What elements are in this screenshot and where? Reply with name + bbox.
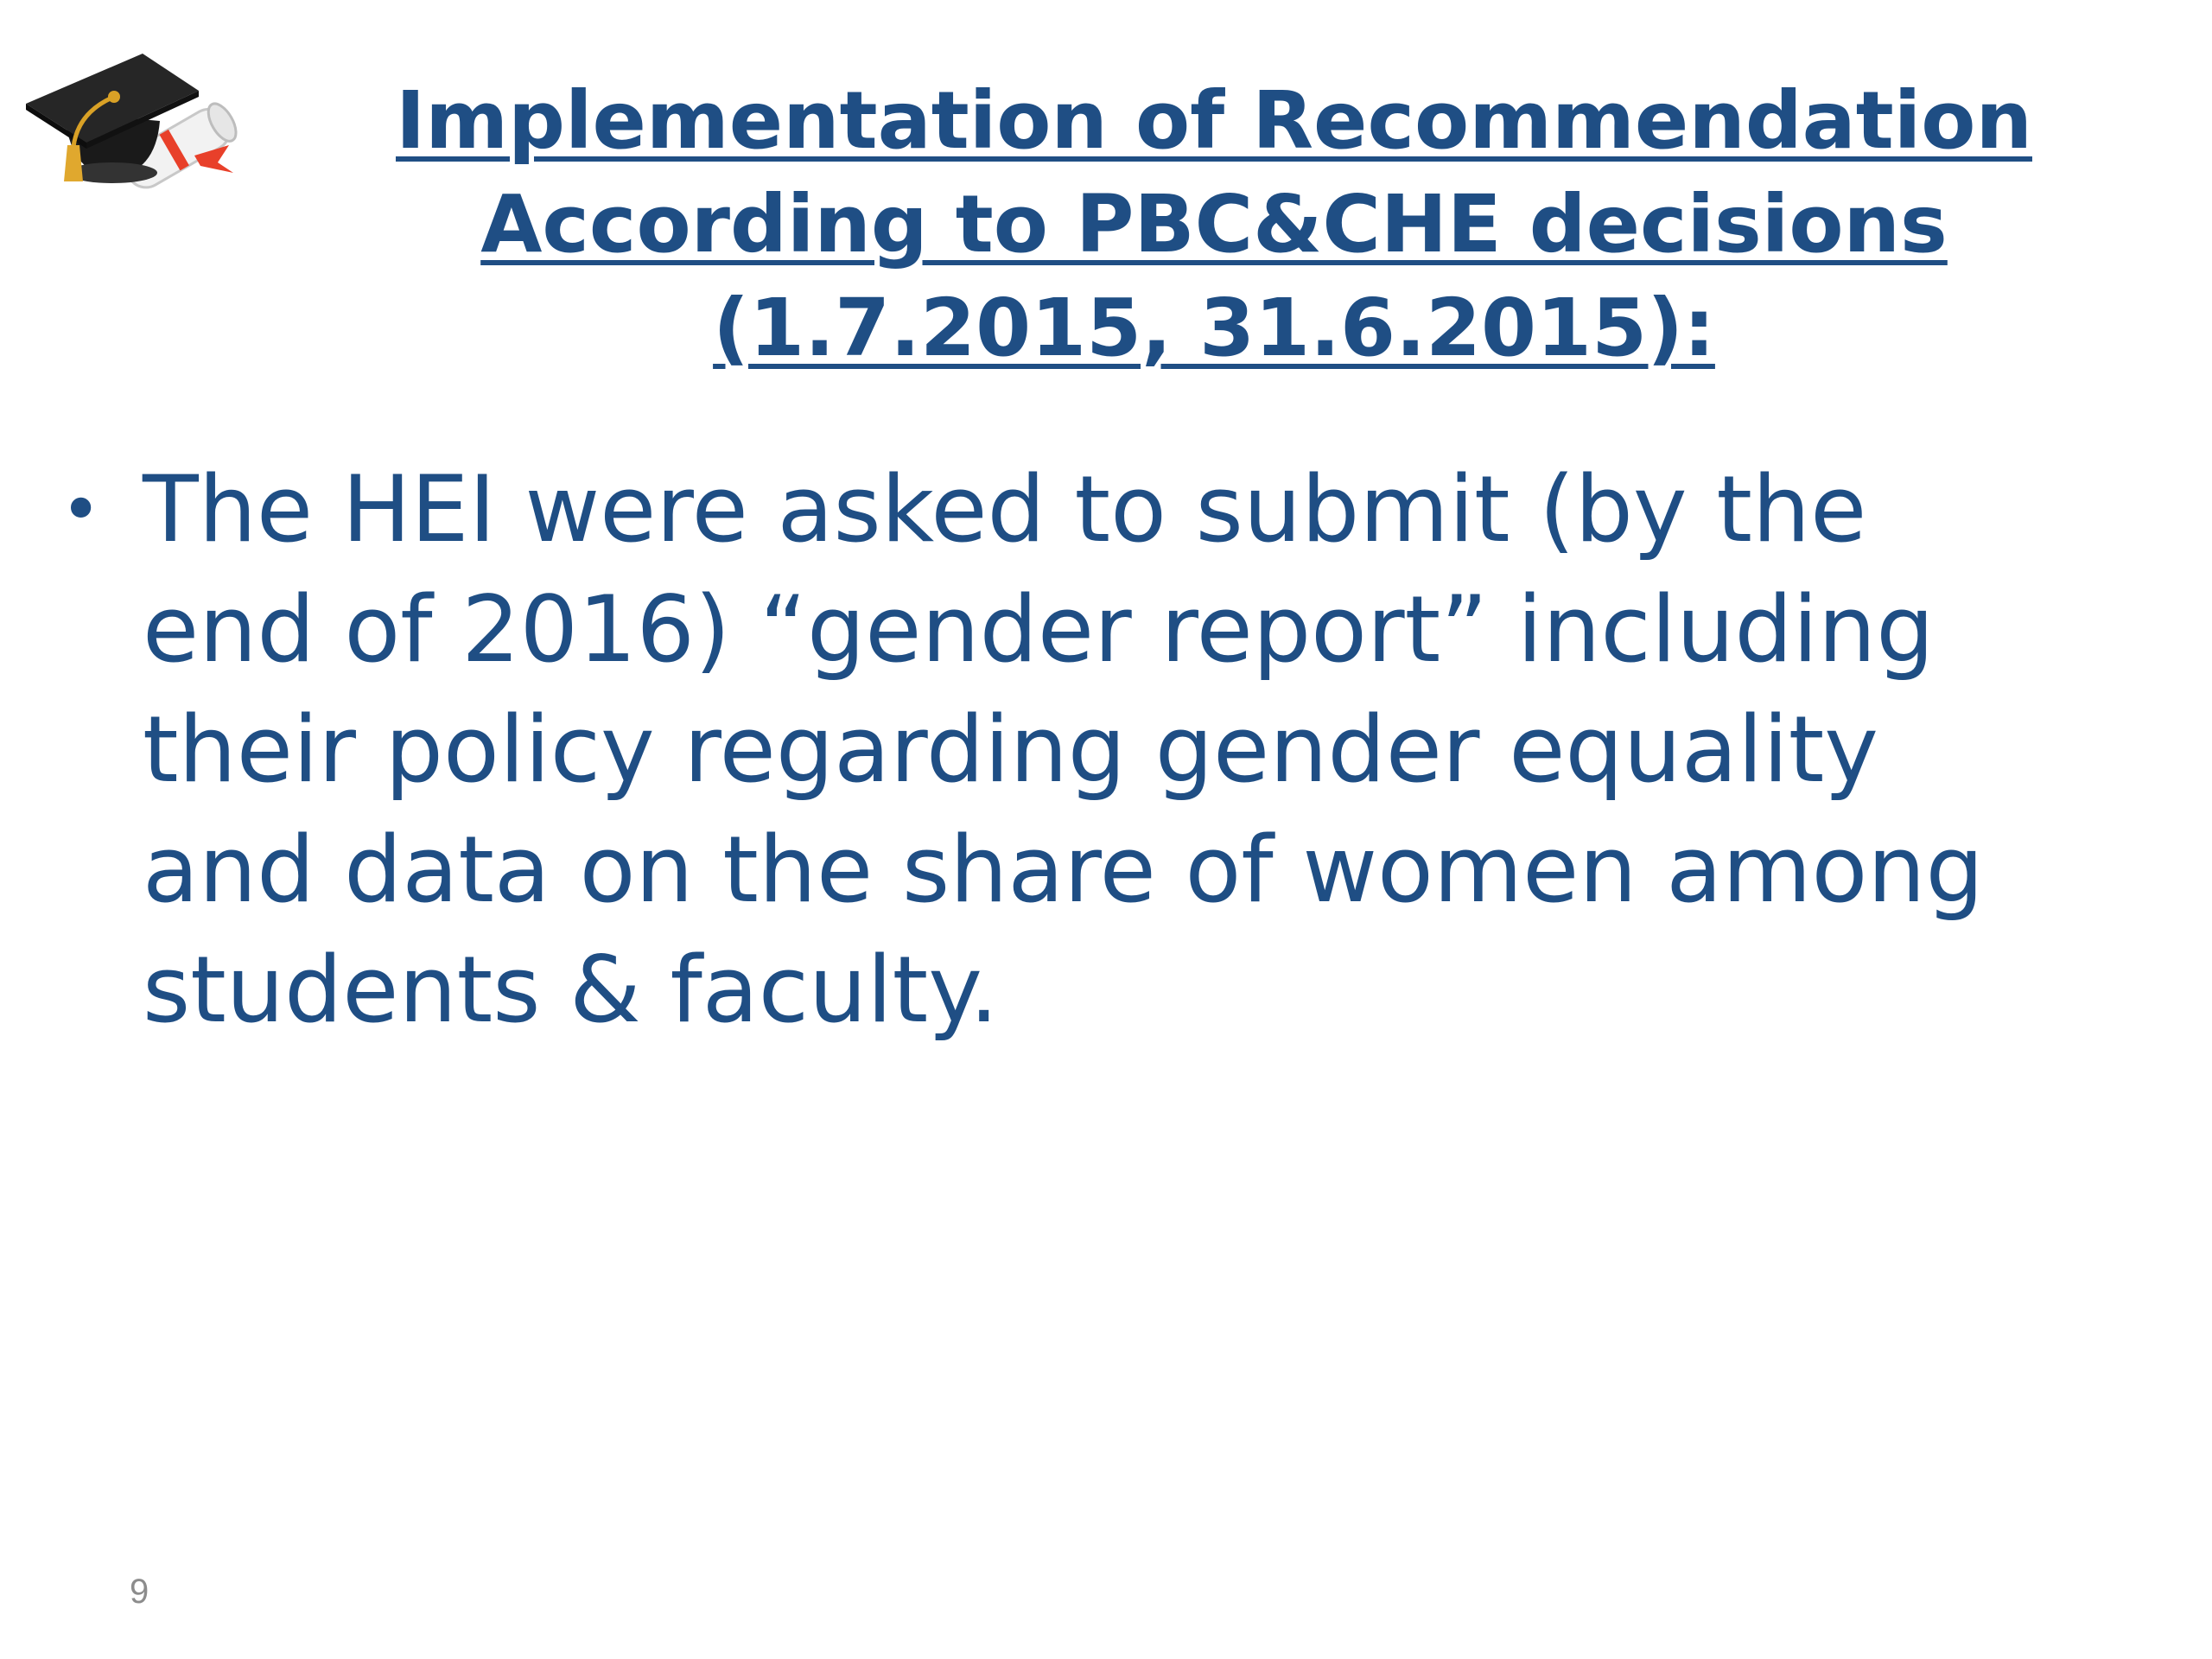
graduation-cap-diploma-icon [17, 43, 251, 207]
slide-title [285, 69, 2143, 380]
bullet-text-line: their policy regarding gender equality [143, 696, 1879, 803]
bullet-dot-icon: • [60, 469, 102, 550]
bullet-text-line: students & faculty. [143, 937, 999, 1043]
bullet-item [52, 449, 2160, 1050]
bullet-text-line: The HEI were asked to submit (by the [143, 456, 1867, 563]
slide-title-line: According to PBC&CHE decisions [480, 178, 1948, 270]
bullet-text-line: and data on the share of women among [143, 817, 1984, 923]
bullet-text-line: end of 2016) “gender report” including [143, 576, 1935, 683]
bullet-text [143, 449, 2160, 1050]
slide-title-line: (1.7.2015, 31.6.2015): [713, 282, 1715, 374]
page-number: 9 [130, 1573, 149, 1611]
bullet-list [52, 449, 2160, 1050]
slide-title-line: Implementation of Recommendation [396, 74, 2032, 167]
